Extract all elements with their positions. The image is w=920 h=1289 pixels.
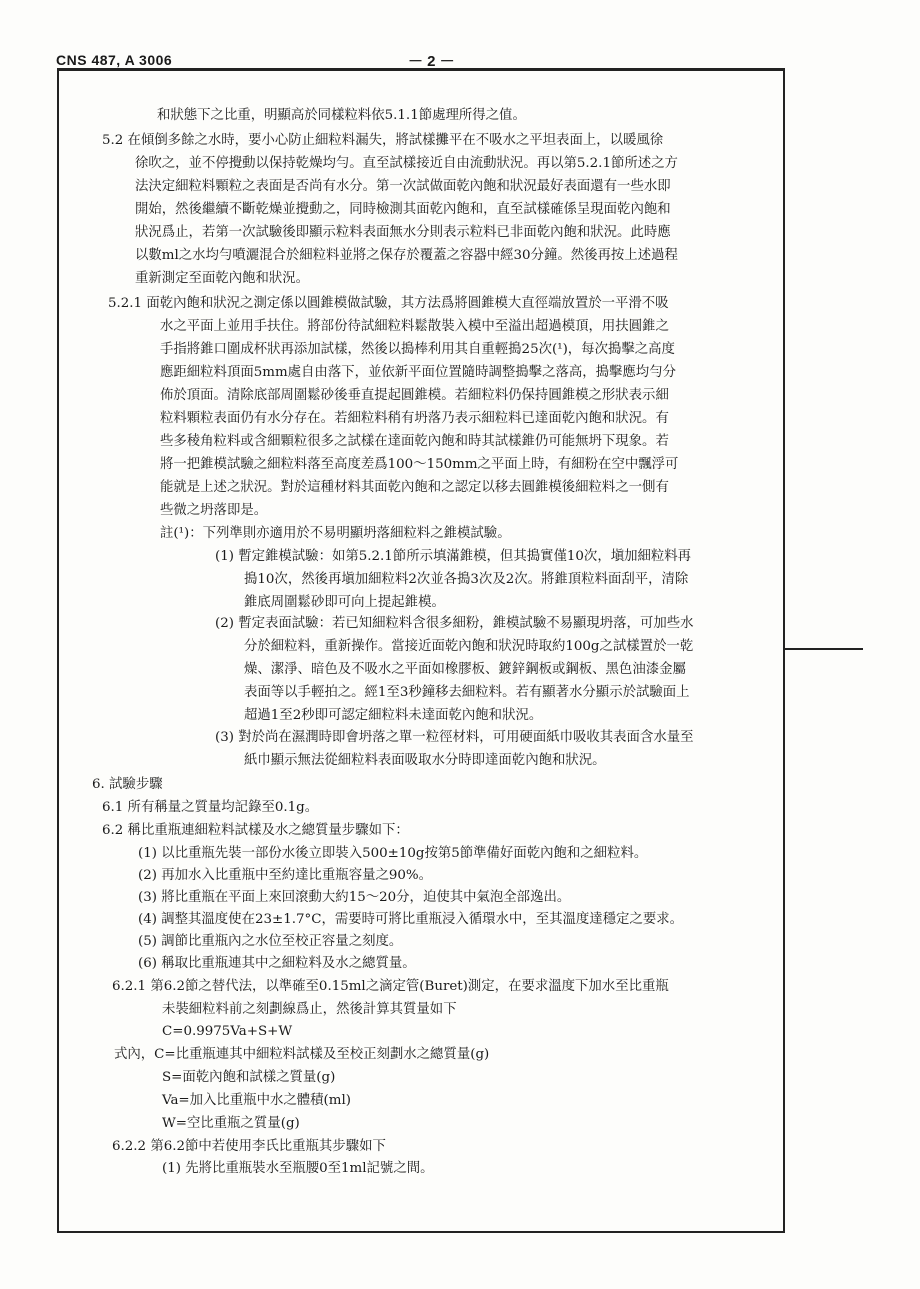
text-line: 狀況爲止，若第一次試驗後即顯示粒料表面無水分則表示粒料已非面乾內飽和狀況。此時應 — [135, 225, 671, 240]
frame-divider-stub — [783, 648, 863, 650]
text-line: 6. 試驗步驟 — [92, 777, 163, 792]
text-line: (1) 以比重瓶先裝一部份水後立即裝入500±10g按第5節準備好面乾內飽和之細粒料。 — [138, 846, 648, 861]
page-number: － 2 － — [408, 53, 455, 70]
text-line: 表面等以手輕拍之。經1至3秒鐘移去細粒料。若有顯著水分顯示於試驗面上 — [244, 685, 690, 700]
text-line: W=空比重瓶之質量(g) — [162, 1116, 300, 1131]
text-line: 開始，然後繼續不斷乾燥並攪動之，同時檢測其面乾內飽和，直至試樣確係呈現面乾內飽和 — [135, 202, 671, 217]
document-code: CNS 487, A 3006 — [56, 52, 173, 68]
text-line: 6.1 所有稱量之質量均記錄至0.1g。 — [102, 800, 319, 815]
text-line: S=面乾內飽和試樣之質量(g) — [162, 1070, 336, 1085]
text-line: 以數ml之水均勻噴灑混合於細粒料並將之保存於覆蓋之容器中經30分鐘。然後再按上述過程 — [135, 248, 678, 263]
text-line: 手指將錐口圍成杯狀再添加試樣，然後以搗棒利用其自重輕搗25次(¹)，每次搗擊之高度 — [160, 342, 675, 357]
text-line: 應距細粒料頂面5mm處自由落下，並依新平面位置隨時調整搗擊之落高，搗擊應均勻分 — [160, 365, 676, 380]
text-line: C=0.9975Va+S+W — [162, 1024, 293, 1039]
text-line: 註(¹)：下列準則亦適用於不易明顯坍落細粒料之錐模試驗。 — [160, 526, 511, 541]
text-line: (2) 暫定表面試驗：若已知細粒料含很多細粉，錐模試驗不易顯現坍落，可加些水 — [215, 616, 694, 631]
text-line: 6.2.2 第6.2節中若使用李氏比重瓶其步驟如下 — [112, 1139, 386, 1154]
text-line: (1) 先將比重瓶裝水至瓶腰0至1ml記號之間。 — [162, 1161, 434, 1176]
text-line: 佈於頂面。清除底部周圍鬆砂後垂直提起圓錐模。若細粒料仍保持圓錐模之形狀表示細 — [160, 388, 669, 403]
text-line: (5) 調節比重瓶內之水位至校正容量之刻度。 — [138, 934, 403, 949]
text-line: 搗10次，然後再塡加細粒料2次並各搗3次及2次。將錐頂粒料面刮平，清除 — [244, 572, 689, 587]
text-line: 紙巾顯示無法從細粒料表面吸取水分時即達面乾內飽和狀況。 — [244, 753, 606, 768]
text-line: 燥、潔淨、暗色及不吸水之平面如橡膠板、鍍鋅鋼板或鋼板、黑色油漆金屬 — [244, 662, 686, 677]
text-line: 6.2 稱比重瓶連細粒料試樣及水之總質量步驟如下： — [102, 823, 409, 838]
text-line: Va=加入比重瓶中水之體積(ml) — [162, 1093, 351, 1108]
text-line: 5.2 在傾倒多餘之水時，要小心防止細粒料漏失，將試樣攤平在不吸水之平坦表面上，以暖風徐 — [102, 133, 664, 148]
text-line: 重新測定至面乾內飽和狀況。 — [135, 271, 310, 286]
text-line: 5.2.1 面乾內飽和狀況之測定係以圓錐模做試驗，其方法爲將圓錐模大直徑端放置於一平滑不吸 — [108, 296, 669, 311]
text-line: 分於細粒料，重新操作。當接近面乾內飽和狀況時取約100g之試樣置於一乾 — [244, 639, 694, 654]
text-line: (6) 稱取比重瓶連其中之細粒料及水之總質量。 — [138, 956, 416, 971]
text-line: 粒料顆粒表面仍有水分存在。若細粒料稍有坍落乃表示細粒料已達面乾內飽和狀況。有 — [160, 411, 669, 426]
text-line: 錐底周圍鬆砂即可向上提起錐模。 — [244, 595, 445, 610]
text-line: (3) 將比重瓶在平面上來回滾動大約15～20分，迫使其中氣泡全部逸出。 — [138, 890, 571, 905]
text-line: (2) 再加水入比重瓶中至約達比重瓶容量之90%。 — [138, 868, 433, 883]
text-line: 超過1至2秒即可認定細粒料未達面乾內飽和狀況。 — [244, 708, 543, 723]
text-line: (1) 暫定錐模試驗：如第5.2.1節所示填滿錐模，但其搗實僅10次，塡加細粒料再 — [215, 549, 692, 564]
text-line: (3) 對於尚在濕潤時即會坍落之單一粒徑材料，可用硬面紙巾吸收其表面含水量至 — [215, 730, 694, 745]
text-line: 水之平面上並用手扶住。將部份待試細粒料鬆散裝入模中至溢出超過模頂，用扶圓錐之 — [160, 319, 669, 334]
text-line: 能就是上述之狀況。對於這種材料其面乾內飽和之認定以移去圓錐模後細粒料之一側有 — [160, 480, 669, 495]
text-line: 將一把錐模試驗之細粒料落至高度差爲100～150mm之平面上時，有細粉在空中飄浮可 — [160, 457, 679, 472]
text-line: 未裝細粒料前之刻劃線爲止，然後計算其質量如下 — [162, 1002, 457, 1017]
text-line: 式內，C=比重瓶連其中細粒料試樣及至校正刻劃水之總質量(g) — [114, 1047, 490, 1062]
text-line: 徐吹之，並不停攪動以保持乾燥均勻。直至試樣接近自由流動狀況。再以第5.2.1節所述之方 — [135, 156, 678, 171]
text-line: 些微之坍落即是。 — [160, 503, 268, 518]
text-line: 6.2.1 第6.2節之替代法，以準確至0.15ml之滴定管(Buret)測定，在要求溫度下加水至比重瓶 — [112, 979, 669, 994]
text-line: 法決定細粒料顆粒之表面是否尚有水分。第一次試做面乾內飽和狀況最好表面還有一些水即 — [135, 179, 671, 194]
text-line: (4) 調整其溫度使在23±1.7°C，需要時可將比重瓶浸入循環水中，至其溫度達穩定之要求。 — [138, 912, 683, 927]
text-line: 和狀態下之比重，明顯高於同樣粒料依5.1.1節處理所得之值。 — [157, 108, 526, 123]
text-line: 些多稜角粒料或含細顆粒很多之試樣在達面乾內飽和時其試樣錐仍可能無坍下現象。若 — [160, 434, 669, 449]
